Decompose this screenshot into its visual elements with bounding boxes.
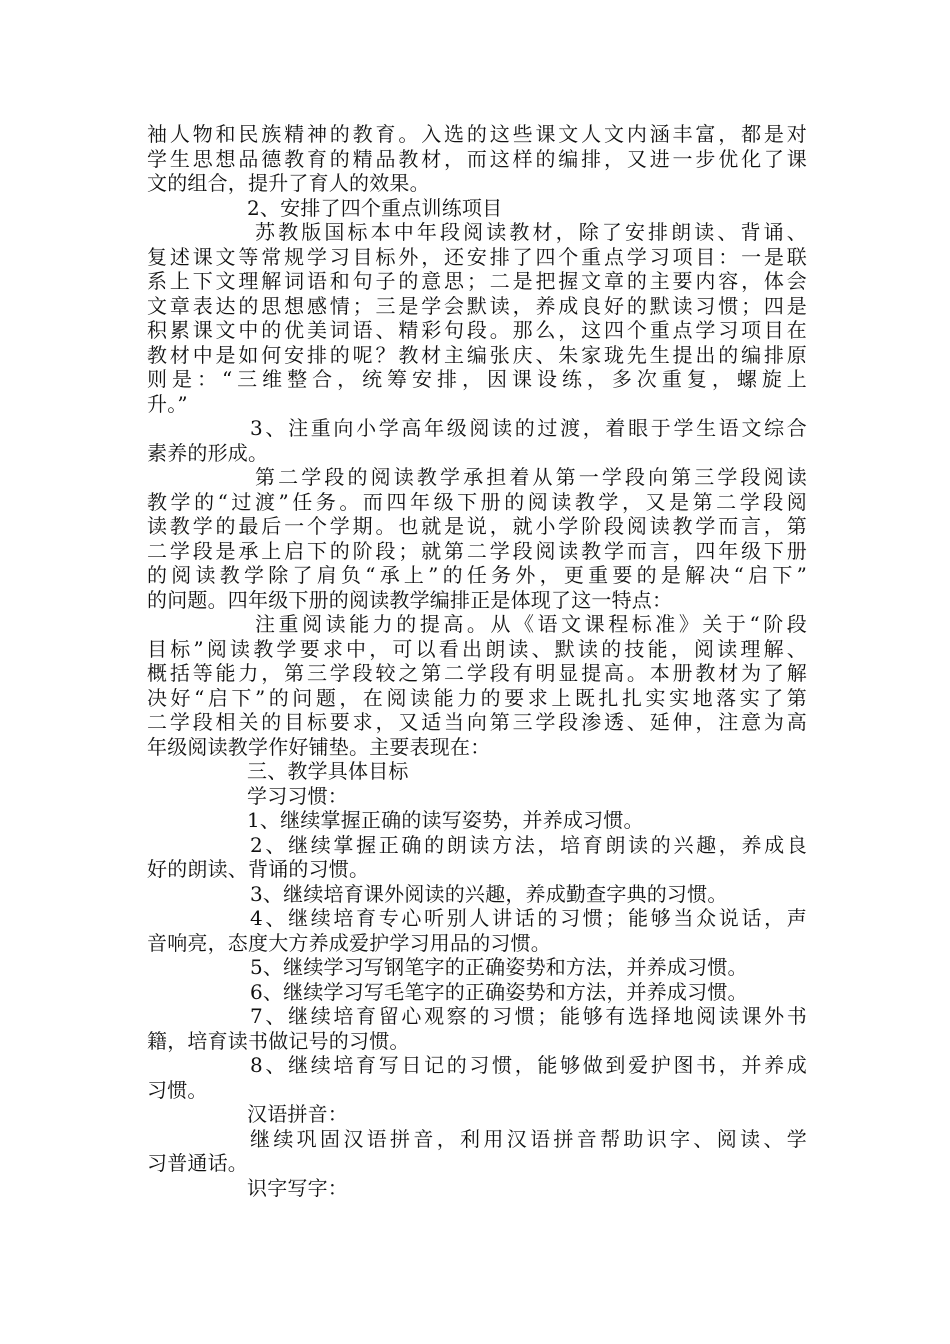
list-item: 8、继续培育写日记的习惯，能够做到爱护图书，并养成 bbox=[250, 1053, 807, 1077]
text-line: 继续巩固汉语拼音，利用汉语拼音帮助识字、阅读、学 bbox=[250, 1126, 807, 1151]
text-line: 音响亮，态度大方养成爱护学习用品的习惯。 bbox=[147, 930, 551, 955]
text-line: 积累课文中的优美词语、精彩句段。那么，这四个重点学习项目在 bbox=[147, 318, 807, 342]
list-item: 1、继续掌握正确的读写姿势，并养成习惯。 bbox=[247, 808, 644, 832]
document-body bbox=[147, 122, 807, 1200]
list-item: 3、继续培育课外阅读的兴趣，养成勤查字典的习惯。 bbox=[250, 881, 728, 906]
section-heading: 三、教学具体目标 bbox=[247, 759, 409, 783]
list-item: 7、继续培育留心观察的习惯；能够有选择地阅读课外书 bbox=[250, 1004, 807, 1028]
text-line: 习惯。 bbox=[147, 1077, 208, 1102]
section-heading: 2、安排了四个重点训练项目 bbox=[247, 195, 503, 220]
list-item: 6、继续学习写毛笔字的正确姿势和方法，并养成习惯。 bbox=[250, 979, 748, 1004]
text-line: 籍，培育读书做记号的习惯。 bbox=[147, 1028, 410, 1053]
list-item: 5、继续学习写钢笔字的正确姿势和方法，并养成习惯。 bbox=[250, 955, 748, 979]
text-line: 教材中是如何安排的呢？教材主编张庆、朱家珑先生提出的编排原 bbox=[147, 342, 807, 367]
subsection-heading: 识字写字： bbox=[247, 1175, 348, 1200]
section-heading: 3、注重向小学高年级阅读的过渡，着眼于学生语文综合 bbox=[250, 416, 807, 440]
text-line: 升。” bbox=[147, 391, 188, 416]
text-line: 文章表达的思想感情；三是学会默读，养成良好的默读习惯；四是 bbox=[147, 293, 807, 318]
text-line: 概括等能力，第三学段较之第二学段有明显提高。本册教材为了解 bbox=[147, 661, 807, 685]
text-line: 的阅读教学除了肩负“承上”的任务外，更重要的是解决“启下” bbox=[147, 563, 807, 587]
text-line: 系上下文理解词语和句子的意思；二是把握文章的主要内容，体会 bbox=[147, 269, 807, 293]
text-line: 目标”阅读教学要求中，可以看出朗读、默读的技能，阅读理解、 bbox=[147, 636, 807, 661]
text-line: 复述课文等常规学习目标外，还安排了四个重点学习项目：一是联 bbox=[147, 244, 807, 269]
text-line: 读教学的最后一个学期。也就是说，就小学阶段阅读教学而言，第 bbox=[147, 514, 807, 538]
text-line: 文的组合，提升了育人的效果。 bbox=[147, 171, 430, 195]
text-line: 的问题。四年级下册的阅读教学编排正是体现了这一特点： bbox=[147, 587, 673, 612]
list-item: 2、继续掌握正确的朗读方法，培育朗读的兴趣，养成良 bbox=[250, 832, 807, 857]
list-item: 4、继续培育专心听别人讲话的习惯；能够当众说话，声 bbox=[250, 906, 807, 930]
text-line: 学生思想品德教育的精品教材，而这样的编排，又进一步优化了课 bbox=[147, 146, 807, 171]
text-line: 苏教版国标本中年段阅读教材，除了安排朗读、背诵、 bbox=[255, 220, 807, 244]
text-line: 二学段相关的目标要求，又适当向第三学段渗透、延伸，注意为高 bbox=[147, 710, 807, 734]
text-line: 素养的形成。 bbox=[147, 440, 269, 465]
text-line: 袖人物和民族精神的教育。入选的这些课文人文内涵丰富，都是对 bbox=[147, 122, 807, 146]
text-line: 二学段是承上启下的阶段；就第二学段阅读教学而言，四年级下册 bbox=[147, 538, 807, 563]
text-line: 教学的“过渡”任务。而四年级下册的阅读教学，又是第二学段阅 bbox=[147, 489, 807, 514]
subsection-heading: 学习习惯： bbox=[247, 783, 348, 808]
text-line: 习普通话。 bbox=[147, 1151, 248, 1175]
text-line: 则是：“三维整合，统筹安排，因课设练，多次重复，螺旋上 bbox=[147, 367, 807, 391]
subsection-heading: 汉语拼音： bbox=[247, 1102, 348, 1126]
text-line: 好的朗读、背诵的习惯。 bbox=[147, 857, 370, 881]
text-line: 决好“启下”的问题，在阅读能力的要求上既扎扎实实地落实了第 bbox=[147, 685, 807, 710]
text-line: 年级阅读教学作好铺垫。主要表现在： bbox=[147, 734, 491, 759]
text-line: 第二学段的阅读教学承担着从第一学段向第三学段阅读 bbox=[255, 465, 807, 489]
text-line: 注重阅读能力的提高。从《语文课程标准》关于“阶段 bbox=[255, 612, 807, 636]
